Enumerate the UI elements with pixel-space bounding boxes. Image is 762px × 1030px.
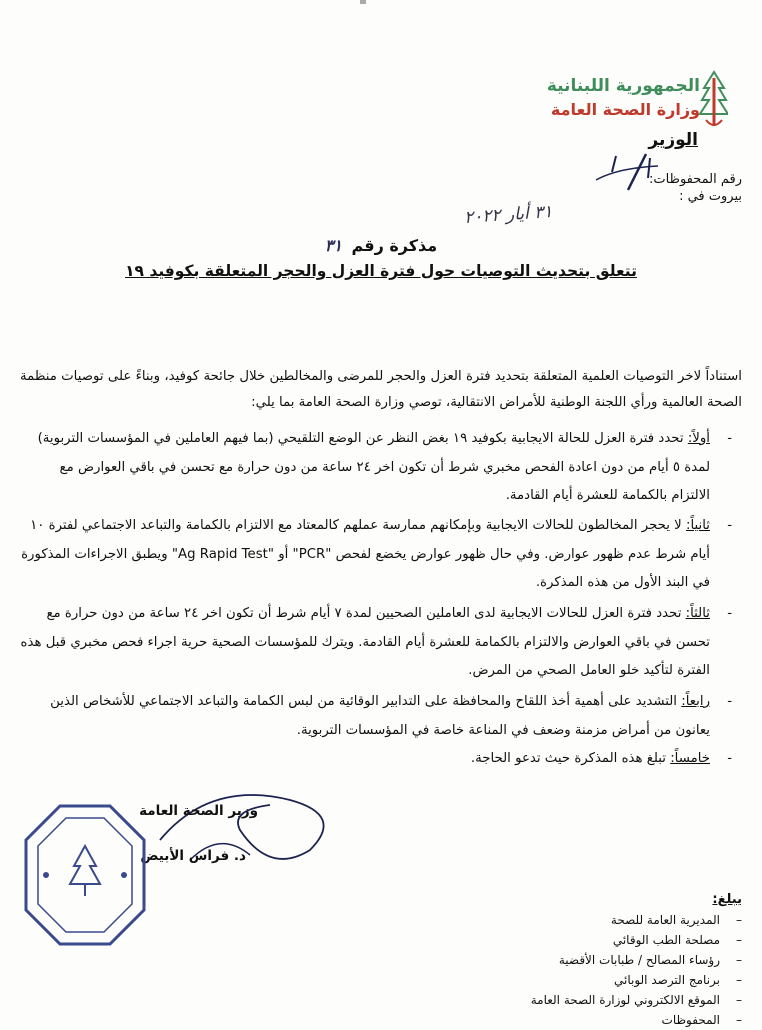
archive-number-text <box>651 160 652 161</box>
memo-item-4 <box>20 688 732 745</box>
bullet-dash: - <box>727 694 732 709</box>
memo-item-3 <box>20 600 732 686</box>
item-text: لا يحجر المخالطون للحالات الايجابية وبإمكانهم ممارسة عملهم كالمعتاد مع الالتزام بالكمامة والتباعد الاجتماعي لفترة ١٠ أيام شرط عدم ظهور عوارض. وفي حال ظهور عوارض يخضع لفحص "PCR" أو "Ag Rapid Test" ويطبق الاجراءات المذكورة في البند الأول من هذه المذكرة. <box>21 518 710 590</box>
distribution-item: – مصلحة الطب الوقائي <box>442 930 742 950</box>
memo-title <box>0 236 762 255</box>
archive-number-label: رقم المحفوظات: <box>649 172 742 187</box>
memo-item-2 <box>20 512 732 598</box>
signatory-name: د. فراس الأبيض <box>140 848 246 864</box>
item-text: تبلغ هذه المذكرة حيث تدعو الحاجة. <box>470 751 671 766</box>
minister-heading: الوزير <box>648 130 698 150</box>
bullet-dash: - <box>727 518 732 533</box>
distribution-item: – الموقع الالكتروني لوزارة الصحة العامة <box>442 990 742 1010</box>
distribution-item: – المديرية العامة للصحة <box>442 910 742 930</box>
ministry-stamp-icon <box>20 800 150 950</box>
distribution-item: – رؤساء المصالح / طبابات الأقضية <box>442 950 742 970</box>
item-lead: ثالثاً: <box>685 606 710 621</box>
item-lead: خامساً: <box>670 751 710 766</box>
bullet-dash: - <box>727 751 732 766</box>
distribution-list <box>442 910 742 1030</box>
scan-mark <box>360 0 366 4</box>
memo-item-5 <box>20 745 732 774</box>
signatory-title: وزير الصحة العامة <box>139 803 258 819</box>
memo-item-1 <box>20 425 732 511</box>
item-text: تحدد فترة العزل للحالات الايجابية لدى العاملين الصحيين لمدة ٧ أيام شرط أن تكون اخر ٢٤ ساعة من دون حرارة مع تحسن في باقي العوارض والالتزام بالكمامة للعشرة أيام القادمة. ويترك للمؤسسات الصحية حرية اجراء فحص مخبري قبل هذه الفترة لتأكيد خلو العامل الصحي من المرض. <box>20 606 710 678</box>
ministry-name: وزارة الصحة العامة <box>550 100 700 119</box>
distribution-title: يبلغ: <box>712 892 742 907</box>
item-text: التشديد على أهمية أخذ اللقاح والمحافظة على التدابير الوقائية من لبس الكمامة والتباعد الاجتماعي للأشخاص الذين يعانون من أمراض مزمنة وضعف في المناعة خاصة في المؤسسات التربوية. <box>50 694 710 738</box>
item-lead: أولاً: <box>687 431 710 446</box>
handwritten-date: ٣١ أيار ٢٠٢٢ <box>462 201 553 229</box>
item-lead: ثانياً: <box>686 518 710 533</box>
bullet-dash: - <box>727 606 732 621</box>
distribution-item: – برنامج الترصد الوبائي <box>442 970 742 990</box>
republic-name: الجمهورية اللبنانية <box>546 76 700 96</box>
date-label: بيروت في : <box>679 189 742 204</box>
bullet-dash: - <box>727 431 732 446</box>
item-lead: رابعاً: <box>681 694 710 709</box>
item-text: تحدد فترة العزل للحالة الايجابية بكوفيد ١٩ بغض النظر عن الوضع التلقيحي (بما فيهم العاملين في المؤسسات التربوية) لمدة ٥ أيام من دون اعادة الفحص مخبري شرط أن تكون اخر ٢٤ ساعة من دون حرارة مع تحسن في باقي العوارض مع الالتزام بالكمامة للعشرة أيام القادمة. <box>37 431 710 503</box>
distribution-item: – المحفوظات <box>442 1010 742 1030</box>
intro-paragraph: استناداً لاخر التوصيات العلمية المتعلقة بتحديد فترة العزل والحجر للمرضى والمخالطين خلال جائحة كوفيد، وبناءً على توصيات منظمة الصحة العالمية ورأي اللجنة الوطنية للأمراض الانتقالية، توصي وزارة الصحة العامة بما يلي: <box>20 369 742 410</box>
handwritten-archive-number <box>588 148 666 194</box>
memo-number-handwritten: ٣١ <box>324 236 342 255</box>
memo-title-label: مذكرة رقم <box>351 236 438 255</box>
memo-subject: تتعلق بتحديث التوصيات حول فترة العزل والحجر المتعلقة بكوفيد ١٩ <box>125 262 637 280</box>
